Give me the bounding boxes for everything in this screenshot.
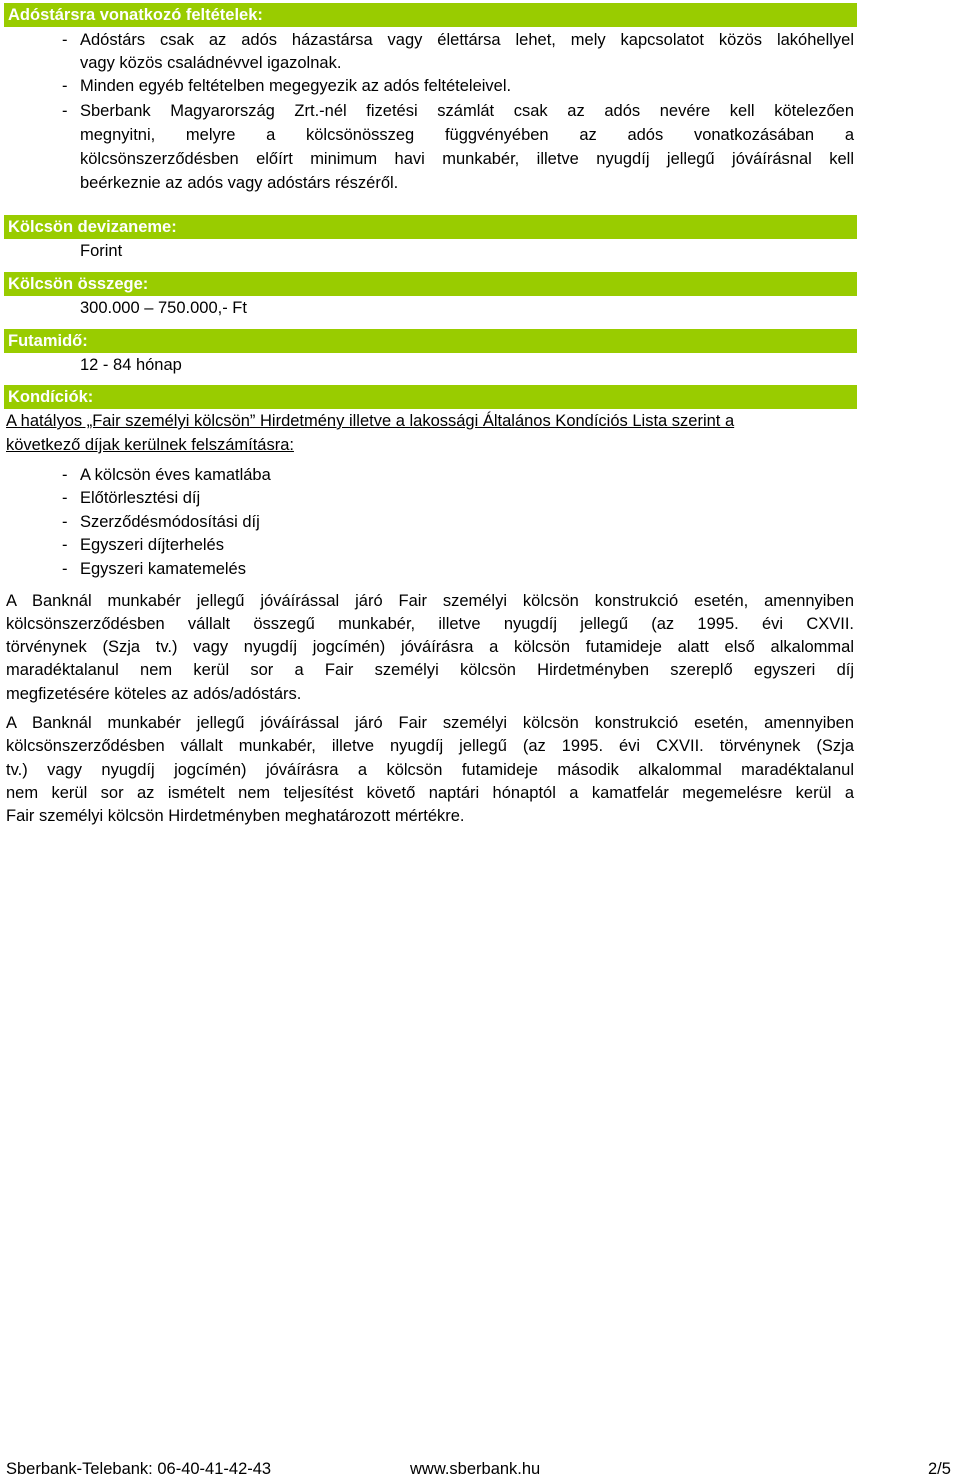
- fee-item: Egyszeri kamatemelés: [80, 560, 246, 578]
- text-line: kölcsönszerződésben előírt minimum havi munkabér, illetve nyugdíj jellegű jóváírásnal kell: [80, 150, 854, 168]
- section-header-osszeg: Kölcsön összege:: [4, 272, 857, 296]
- list-bullet: -: [62, 489, 68, 507]
- amount-value: 300.000 – 750.000,- Ft: [80, 299, 247, 317]
- section-header-futamido: Futamidő:: [4, 329, 857, 353]
- section-header-devizanem: Kölcsön devizaneme:: [4, 215, 857, 239]
- text-line: A Banknál munkabér jellegű jóváírással járó Fair személyi kölcsön konstrukció esetén, amennyiben: [6, 592, 854, 610]
- list-bullet: -: [62, 513, 68, 531]
- text-line-wrap: [80, 148, 854, 172]
- conditions-intro-line: A hatályos „Fair személyi kölcsön” Hirdetmény illetve a lakossági Általános Kondíciós Lista szerint a: [6, 412, 735, 430]
- paragraph-1-line: megfizetésére köteles az adós/adóstárs.: [6, 685, 302, 703]
- paragraph-1-line: [6, 659, 854, 683]
- paragraph-1-line: [6, 590, 854, 614]
- list-bullet: -: [62, 77, 68, 95]
- list-bullet: -: [62, 102, 68, 120]
- term-value: 12 - 84 hónap: [80, 356, 182, 374]
- footer-website[interactable]: www.sberbank.hu: [410, 1460, 541, 1478]
- list-bullet: -: [62, 560, 68, 578]
- text-line: törvénynek (Szja tv.) vagy nyugdíj jogcímén) jóváírásra a kölcsön futamideje alatt első alkalommal: [6, 638, 854, 656]
- text-line: kölcsönszerződésben vállalt összegű munkabér, illetve nyugdíj jellegű (az 1995. évi CXVII.: [6, 615, 854, 633]
- text-line: beérkeznie az adós vagy adóstárs részéről.: [80, 174, 399, 192]
- text-line-wrap: [80, 124, 854, 148]
- text-line: kölcsönszerződésben vállalt munkabér, illetve nyugdíj jellegű (az 1995. évi CXVII. törvénynek (Szja: [6, 737, 854, 755]
- list-item: [80, 100, 854, 124]
- list-item: [80, 29, 854, 53]
- text-line: nem kerül sor az ismételt nem teljesítést követő naptári hónaptól a kamatfelár megemelésre kerül a: [6, 784, 854, 802]
- paragraph-2-line: [6, 782, 854, 806]
- list-bullet: -: [62, 31, 68, 49]
- fee-item: Egyszeri díjterhelés: [80, 536, 224, 554]
- paragraph-1-line: [6, 636, 854, 660]
- paragraph-2-line: Fair személyi kölcsön Hirdetményben meghatározott mértékre.: [6, 807, 465, 825]
- list-bullet: -: [62, 466, 68, 484]
- paragraph-1-line: [6, 613, 854, 637]
- text-line: A Banknál munkabér jellegű jóváírással járó Fair személyi kölcsön konstrukció esetén, amennyiben: [6, 714, 854, 732]
- currency-value: Forint: [80, 242, 123, 260]
- text-line: Adóstárs csak az adós házastársa vagy élettársa lehet, mely kapcsolatot közös lakóhellyel: [80, 31, 854, 49]
- paragraph-2-line: [6, 735, 854, 759]
- fee-item: A kölcsön éves kamatlába: [80, 466, 271, 484]
- list-bullet: -: [62, 536, 68, 554]
- text-line: megnyitni, melyre a kölcsönösszeg függvényében az adós vonatkozásában a: [80, 126, 854, 144]
- text-line: Sberbank Magyarország Zrt.-nél fizetési számlát csak az adós nevére kell kötelezően: [80, 102, 854, 120]
- section-header-kondiciok: Kondíciók:: [4, 385, 857, 409]
- footer-page-number: 2/5: [928, 1460, 951, 1478]
- section-header-adostars: Adóstársra vonatkozó feltételek:: [4, 3, 857, 27]
- text-line: vagy közös családnévvel igazolnak.: [80, 54, 342, 72]
- conditions-intro-line: következő díjak kerülnek felszámításra:: [6, 436, 294, 454]
- fee-item: Szerződésmódosítási díj: [80, 513, 260, 531]
- footer-telebank: Sberbank-Telebank: 06-40-41-42-43: [6, 1460, 272, 1478]
- list-item: Minden egyéb feltételben megegyezik az adós feltételeivel.: [80, 77, 512, 95]
- text-line: maradéktalanul nem kerül sor a Fair személyi kölcsön Hirdetményben szereplő egyszeri díj: [6, 661, 854, 679]
- fee-item: Előtörlesztési díj: [80, 489, 201, 507]
- paragraph-2-line: [6, 712, 854, 736]
- paragraph-2-line: [6, 759, 854, 783]
- text-line: tv.) vagy nyugdíj jogcímén) jóváírásra a kölcsön futamideje második alkalommal maradéktalanul: [6, 761, 854, 779]
